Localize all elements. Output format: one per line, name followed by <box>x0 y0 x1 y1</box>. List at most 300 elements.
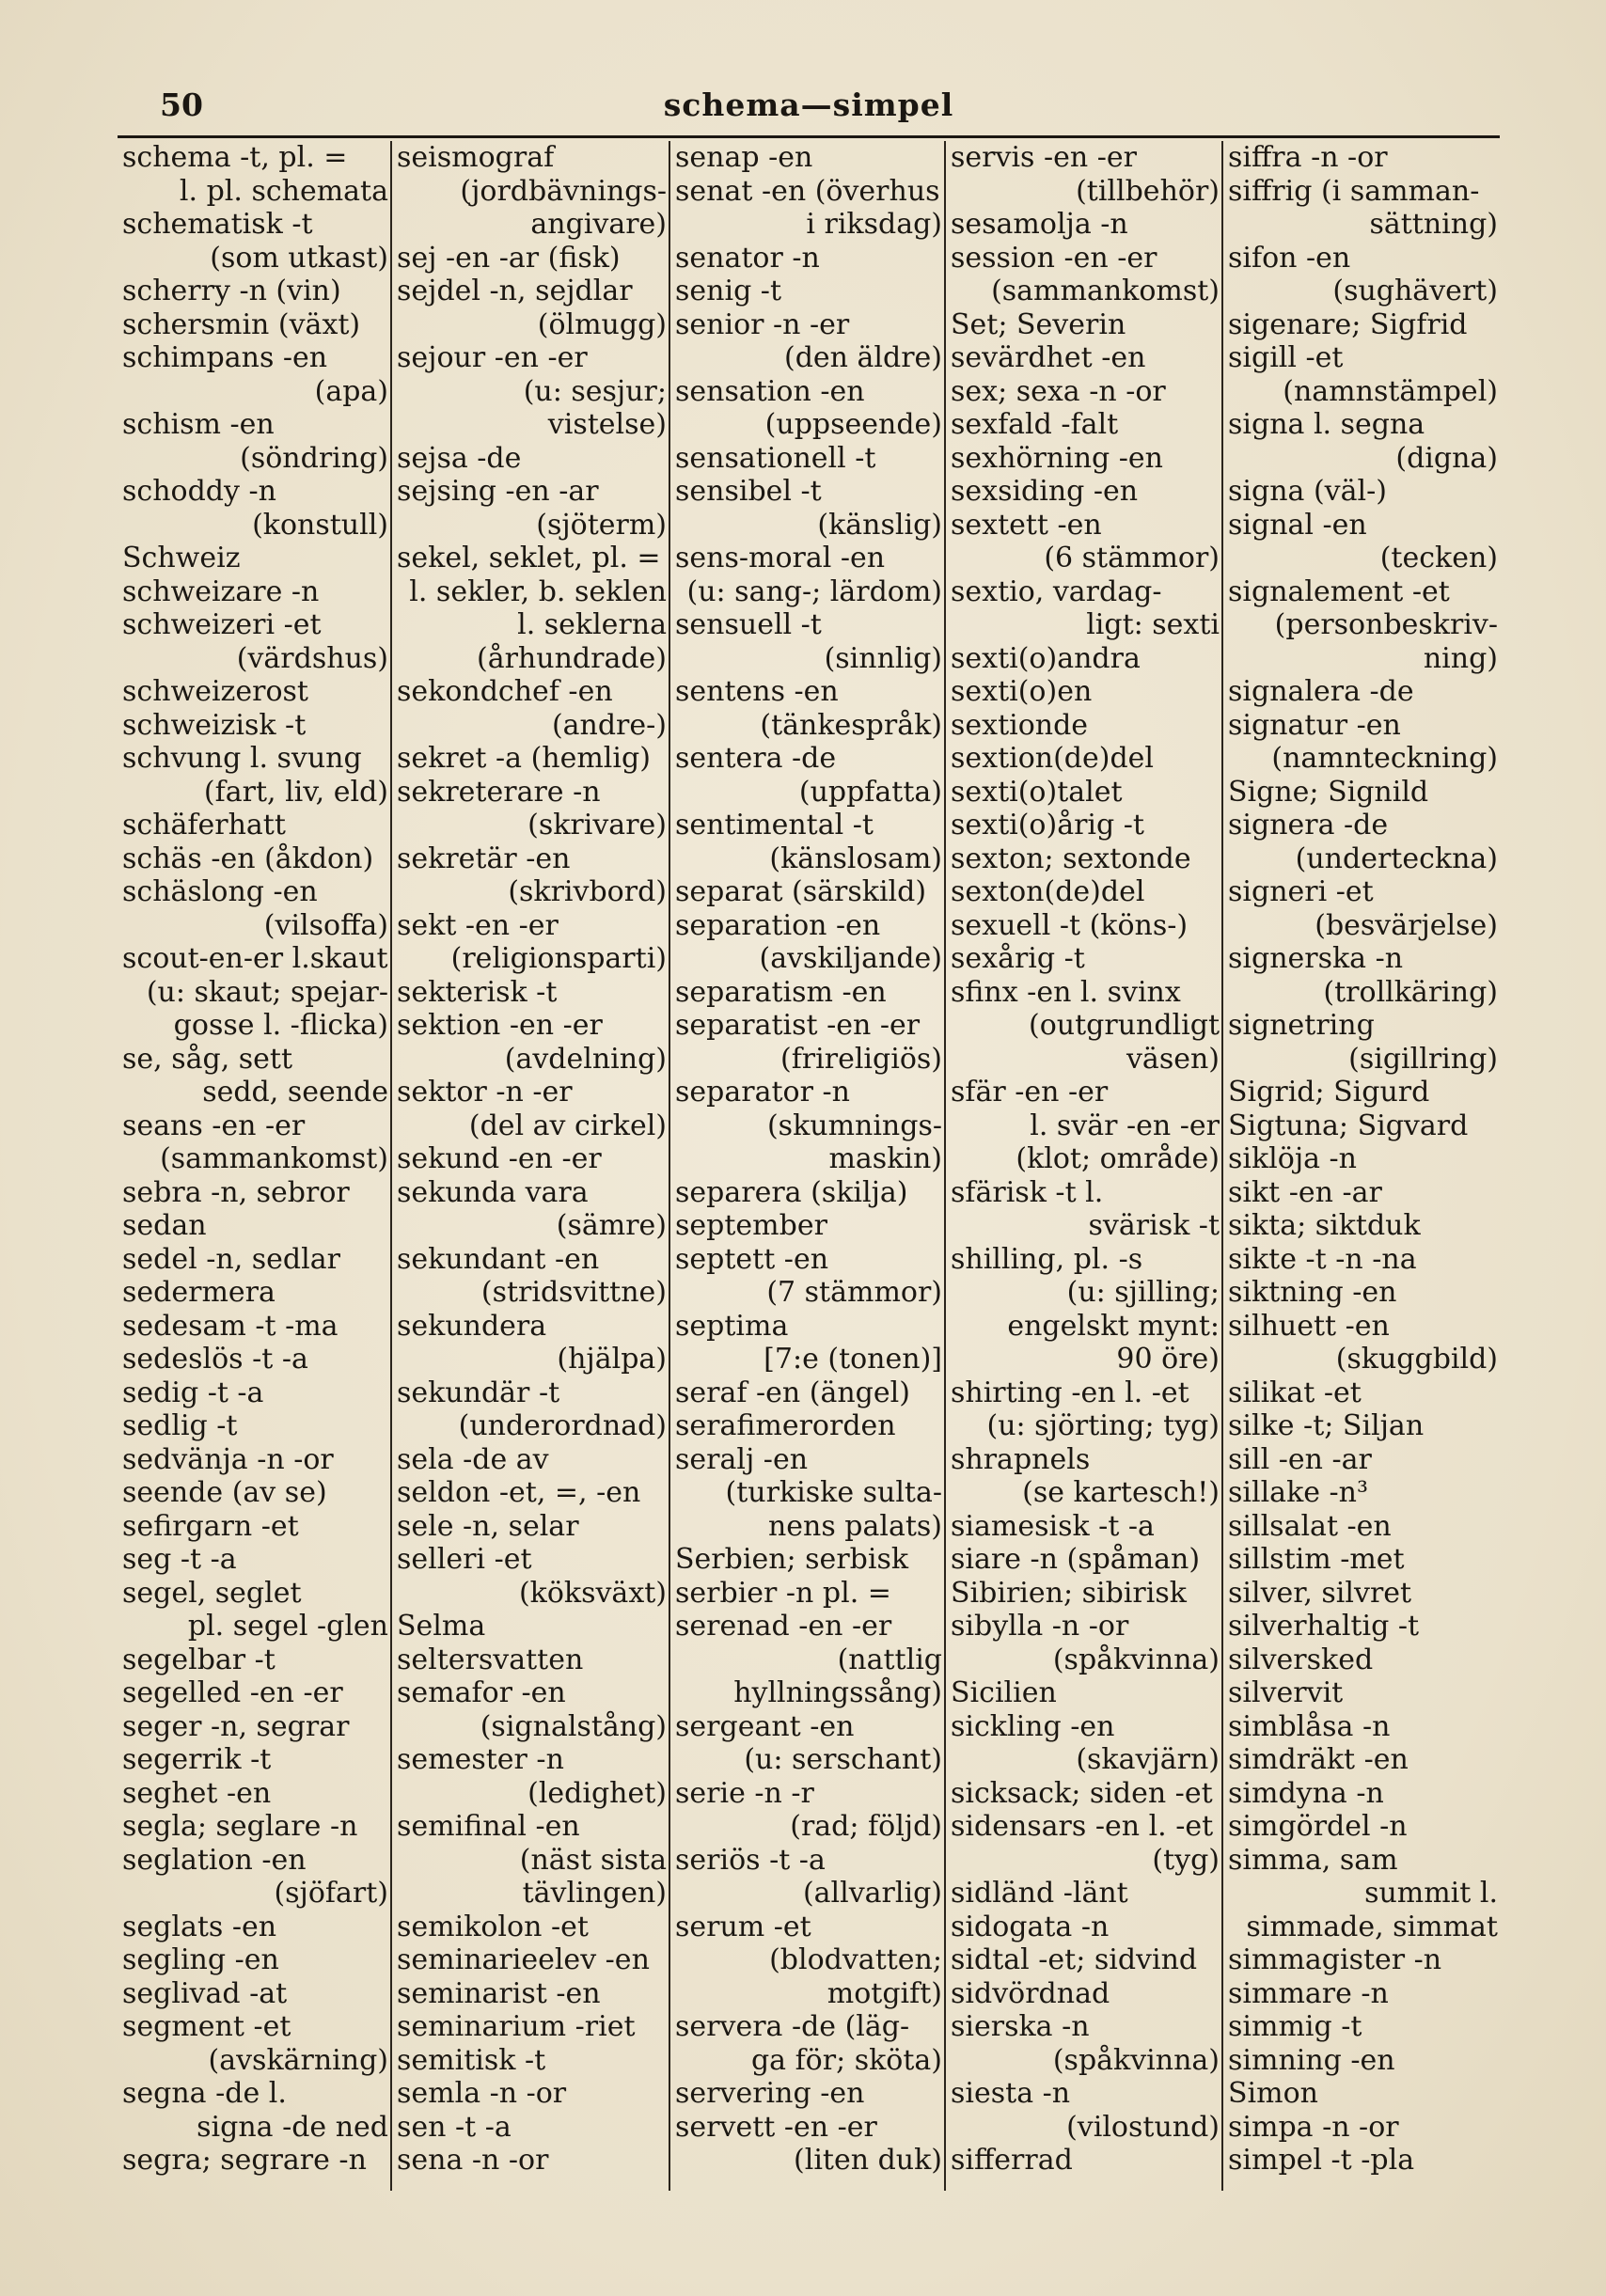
dictionary-line: schism -en <box>122 408 275 441</box>
dictionary-line: september <box>675 1209 827 1242</box>
dictionary-line: sidtal -et; sidvind <box>951 1943 1198 1976</box>
dictionary-line: seende (av se) <box>122 1476 327 1509</box>
dictionary-line: segel, seglet <box>122 1576 302 1610</box>
dictionary-line: l. pl. schemata <box>179 174 388 208</box>
page-header <box>118 86 1500 138</box>
dictionary-line: servis -en -er <box>951 141 1137 174</box>
dictionary-line: sekundera <box>397 1309 547 1343</box>
dictionary-line: sillstim -met <box>1228 1543 1405 1576</box>
dictionary-line: (sughävert) <box>1332 275 1498 307</box>
dictionary-line: sickling -en <box>951 1709 1115 1743</box>
dictionary-line: sexfald -falt <box>951 408 1119 441</box>
dictionary-line: signalement -et <box>1228 574 1450 608</box>
dictionary-line: (avdelning) <box>504 1042 667 1076</box>
dictionary-line: sikte -t -n -na <box>1228 1242 1417 1276</box>
dictionary-line: (känslig) <box>817 508 942 542</box>
dictionary-line: (u: skaut; spejar- <box>146 975 388 1009</box>
dictionary-line: simdräkt -en <box>1228 1743 1409 1776</box>
dictionary-line: sexti(o)andra <box>951 641 1141 675</box>
dictionary-line: seltersvatten <box>397 1643 584 1676</box>
dictionary-line: sekret -a (hemlig) <box>397 742 651 775</box>
dictionary-line: sentera -de <box>675 742 837 775</box>
dictionary-line: signal -en <box>1228 508 1367 542</box>
dictionary-line: simning -en <box>1228 2043 1395 2077</box>
dictionary-line: schoddy -n <box>122 475 276 508</box>
dictionary-line: schäs -en (åkdon) <box>122 841 374 875</box>
dictionary-line: svärisk -t <box>1088 1209 1220 1242</box>
dictionary-line: seglats -en <box>122 1910 277 1943</box>
dictionary-line: simdyna -n <box>1228 1776 1384 1810</box>
dictionary-line: (sammankomst) <box>991 275 1220 307</box>
dictionary-line: sexhörning -en <box>951 441 1163 475</box>
dictionary-line: (rad; följd) <box>790 1810 942 1843</box>
dictionary-line: seldon -et, =, -en <box>397 1476 641 1509</box>
dictionary-line: vistelse) <box>547 408 667 441</box>
dictionary-line: schweizerost <box>122 675 308 708</box>
column-4 <box>944 141 1221 2191</box>
dictionary-line: (6 stämmor) <box>1044 542 1220 574</box>
dictionary-line: simpel -t -pla <box>1228 2144 1415 2177</box>
dictionary-line: sexti(o)en <box>951 675 1093 708</box>
dictionary-line: (del av cirkel) <box>468 1109 667 1142</box>
dictionary-line: semla -n -or <box>397 2077 567 2110</box>
dictionary-line: sierska -n <box>951 2010 1090 2043</box>
dictionary-line: siamesisk -t -a <box>951 1509 1155 1543</box>
dictionary-line: senior -n -er <box>675 307 850 341</box>
dictionary-line: simpa -n -or <box>1228 2110 1399 2144</box>
dictionary-line: Schweiz <box>122 542 241 574</box>
column-1 <box>118 141 390 2191</box>
dictionary-line: (signalstång) <box>480 1709 667 1743</box>
dictionary-line: signetring <box>1228 1009 1375 1042</box>
dictionary-line: sesamolja -n <box>951 208 1128 241</box>
dictionary-line: sexårig -t <box>951 942 1085 975</box>
dictionary-line: sela -de av <box>397 1442 549 1476</box>
dictionary-line: Set; Severin <box>951 307 1126 341</box>
dictionary-line: silversked <box>1228 1643 1374 1676</box>
dictionary-line: sikta; siktduk <box>1228 1209 1421 1242</box>
dictionary-line: sigenare; Sigfrid <box>1228 307 1468 341</box>
dictionary-line: Sicilien <box>951 1676 1057 1709</box>
dictionary-line: sekterisk -t <box>397 975 558 1009</box>
dictionary-line: septett -en <box>675 1242 829 1276</box>
dictionary-line: segna -de l. <box>122 2077 287 2110</box>
dictionary-line: simblåsa -n <box>1228 1709 1391 1743</box>
dictionary-line: (se kartesch!) <box>1022 1476 1220 1509</box>
dictionary-line: ga för; sköta) <box>750 2043 942 2077</box>
dictionary-line: (sigillring) <box>1348 1042 1498 1076</box>
dictionary-line: (tänkespråk) <box>760 708 942 742</box>
dictionary-line: (värdshus) <box>236 641 388 675</box>
dictionary-line: (skavjärn) <box>1076 1743 1220 1776</box>
dictionary-line: schvung l. svung <box>122 742 362 775</box>
dictionary-line: simmare -n <box>1228 1976 1389 2010</box>
dictionary-line: sifferrad <box>951 2144 1073 2177</box>
dictionary-line: siklöja -n <box>1228 1142 1358 1175</box>
dictionary-line: simgördel -n <box>1228 1810 1408 1843</box>
dictionary-line: (besvärjelse) <box>1315 908 1498 942</box>
dictionary-line: seghet -en <box>122 1776 272 1810</box>
dictionary-line: (nattlig <box>837 1643 942 1676</box>
dictionary-line: sentens -en <box>675 675 839 708</box>
dictionary-line: seraf -en (ängel) <box>675 1376 910 1409</box>
dictionary-line: (klot; område) <box>1016 1142 1220 1175</box>
dictionary-line: sedig -t -a <box>122 1376 264 1409</box>
dictionary-line: septima <box>675 1309 789 1343</box>
dictionary-line: serum -et <box>675 1910 811 1943</box>
dictionary-line: schematisk -t <box>122 208 313 241</box>
dictionary-line: senap -en <box>675 141 813 174</box>
dictionary-line: se, såg, sett <box>122 1042 293 1076</box>
dictionary-line: segling -en <box>122 1943 279 1976</box>
dictionary-line: schäslong -en <box>122 875 318 908</box>
dictionary-line: gosse l. -flicka) <box>173 1009 388 1042</box>
dictionary-line: seralj -en <box>675 1442 809 1476</box>
dictionary-line: sektor -n -er <box>397 1076 573 1109</box>
dictionary-line: (digna) <box>1395 441 1498 475</box>
dictionary-line: (köksväxt) <box>518 1576 667 1610</box>
dictionary-line: (sämre) <box>556 1209 667 1242</box>
dictionary-line: sexton; sextonde <box>951 841 1191 875</box>
dictionary-line: serbier -n pl. = <box>675 1576 891 1610</box>
dictionary-line: schweizare -n <box>122 574 320 608</box>
dictionary-line: sidvördnad <box>951 1976 1110 2010</box>
dictionary-line: sensationell -t <box>675 441 876 475</box>
dictionary-line: siare -n (spåman) <box>951 1543 1201 1576</box>
dictionary-line: (fart, liv, eld) <box>203 775 388 809</box>
dictionary-line: silhuett -en <box>1228 1309 1390 1343</box>
dictionary-line: segerrik -t <box>122 1743 272 1776</box>
dictionary-line: segra; segrare -n <box>122 2144 367 2177</box>
column-3 <box>669 141 944 2191</box>
dictionary-line: sexti(o)årig -t <box>951 809 1144 841</box>
dictionary-line: (ölmugg) <box>537 307 667 341</box>
dictionary-line: servera -de (läg- <box>675 2010 910 2043</box>
dictionary-line: 90 öre) <box>1116 1343 1220 1376</box>
dictionary-line: seminarieelev -en <box>397 1943 650 1976</box>
dictionary-line: (stridsvittne) <box>480 1276 667 1309</box>
dictionary-line: simmig -t <box>1228 2010 1362 2043</box>
dictionary-line: schäferhatt <box>122 809 286 841</box>
dictionary-line: tävlingen) <box>522 1877 667 1910</box>
dictionary-line: engelskt mynt: <box>1007 1309 1220 1343</box>
dictionary-line: separera (skilja) <box>675 1175 908 1209</box>
dictionary-line: (skrivbord) <box>508 875 667 908</box>
dictionary-line: (hjälpa) <box>557 1343 667 1376</box>
dictionary-line: schweizisk -t <box>122 708 307 742</box>
dictionary-line: sifon -en <box>1228 241 1351 275</box>
dictionary-line: (spåkvinna) <box>1052 2043 1220 2077</box>
dictionary-line: nens palats) <box>767 1509 942 1543</box>
dictionary-line: sejdel -n, sejdlar <box>397 275 633 307</box>
dictionary-line: l. sekler, b. seklen <box>409 574 667 608</box>
dictionary-line: (andre-) <box>551 708 667 742</box>
dictionary-line: seger -n, segrar <box>122 1709 350 1743</box>
dictionary-line: (skumnings- <box>766 1109 942 1142</box>
dictionary-line: segelbar -t <box>122 1643 276 1676</box>
dictionary-line: (söndring) <box>240 441 388 475</box>
dictionary-line: sekondchef -en <box>397 675 613 708</box>
dictionary-line: sej -en -ar (fisk) <box>397 241 621 275</box>
dictionary-line: silikat -et <box>1228 1376 1362 1409</box>
dictionary-line: (näst sista <box>519 1843 667 1877</box>
dictionary-line: motgift) <box>827 1976 942 2010</box>
dictionary-line: sedan <box>122 1209 207 1242</box>
dictionary-line: sentimental -t <box>675 809 874 841</box>
dictionary-line: (frireligiös) <box>780 1042 942 1076</box>
dictionary-line: signeri -et <box>1228 875 1374 908</box>
dictionary-line: signerska -n <box>1228 942 1404 975</box>
dictionary-line: (tecken) <box>1379 542 1498 574</box>
dictionary-line: semafor -en <box>397 1676 566 1709</box>
dictionary-line: Sigtuna; Sigvard <box>1228 1109 1469 1142</box>
dictionary-line: sekund -en -er <box>397 1142 602 1175</box>
dictionary-line: sedvänja -n -or <box>122 1442 334 1476</box>
dictionary-line: senig -t <box>675 275 781 307</box>
dictionary-line: Simon <box>1228 2077 1318 2110</box>
dictionary-line: (namnteckning) <box>1271 742 1498 775</box>
dictionary-line: (7 stämmor) <box>766 1276 942 1309</box>
dictionary-line: sele -n, selar <box>397 1509 579 1543</box>
dictionary-line: semitisk -t <box>397 2043 546 2077</box>
dictionary-line: sektion -en -er <box>397 1009 603 1042</box>
dictionary-line: seriös -t -a <box>675 1843 826 1877</box>
dictionary-line: (känslosam) <box>769 841 942 875</box>
dictionary-line: (underteckna) <box>1295 841 1498 875</box>
dictionary-line: sejour -en -er <box>397 341 588 374</box>
dictionary-line: (outgrundligt <box>1029 1009 1220 1042</box>
dictionary-line: session -en -er <box>951 241 1157 275</box>
dictionary-line: silverhaltig -t <box>1228 1610 1420 1643</box>
dictionary-line: shrapnels <box>951 1442 1091 1476</box>
dictionary-line: (liten duk) <box>794 2144 942 2177</box>
dictionary-line: väsen) <box>1126 1042 1220 1076</box>
dictionary-line: sidogata -n <box>951 1910 1110 1943</box>
dictionary-line: sill -en -ar <box>1228 1442 1372 1476</box>
dictionary-line: (sjöfart) <box>274 1877 388 1910</box>
dictionary-line: seminarist -en <box>397 1976 601 2010</box>
dictionary-line: (sinnlig) <box>824 641 942 675</box>
dictionary-line: sefirgarn -et <box>122 1509 299 1543</box>
dictionary-line: (den äldre) <box>783 341 942 374</box>
dictionary-line: sekt -en -er <box>397 908 559 942</box>
dictionary-line: silver, silvret <box>1228 1576 1412 1610</box>
dictionary-line: l. seklerna <box>517 608 667 641</box>
dictionary-line: sejsa -de <box>397 441 522 475</box>
dictionary-line: summit l. <box>1364 1877 1498 1910</box>
dictionary-line: senator -n <box>675 241 820 275</box>
dictionary-line: sekunda vara <box>397 1175 589 1209</box>
dictionary-line: sedeslös -t -a <box>122 1343 308 1376</box>
dictionary-line: sedd, seende <box>202 1076 388 1109</box>
dictionary-line: selleri -et <box>397 1543 532 1576</box>
dictionary-line: siffra -n -or <box>1228 141 1388 174</box>
dictionary-line: sen -t -a <box>397 2110 512 2144</box>
dictionary-line: sedermera <box>122 1276 276 1309</box>
dictionary-line: (trollkäring) <box>1323 975 1498 1009</box>
dictionary-line: (turkiske sulta- <box>725 1476 942 1509</box>
page-number: 50 <box>160 86 203 123</box>
dictionary-line: siktning -en <box>1228 1276 1397 1309</box>
dictionary-line: (avskärning) <box>208 2043 388 2077</box>
dictionary-line: segment -et <box>122 2010 291 2043</box>
dictionary-line: l. svär -en -er <box>1030 1109 1220 1142</box>
dictionary-line: (sjöterm) <box>536 508 667 542</box>
dictionary-line: scherry -n (vin) <box>122 275 341 307</box>
dictionary-line: sillake -n³ <box>1228 1476 1369 1509</box>
dictionary-line: [7:e (tonen)] <box>764 1343 942 1376</box>
dictionary-line: (avskiljande) <box>759 942 942 975</box>
dictionary-line: simmade, simmat <box>1246 1910 1498 1943</box>
dictionary-line: signa -de ned <box>197 2110 388 2144</box>
dictionary-line: (u: serschant) <box>744 1743 942 1776</box>
dictionary-line: (jordbävnings- <box>460 174 667 208</box>
dictionary-line: sextett -en <box>951 508 1102 542</box>
dictionary-line: sfär -en -er <box>951 1076 1109 1109</box>
dictionary-line: signatur -en <box>1228 708 1401 742</box>
dictionary-line: serafimerorden <box>675 1409 896 1442</box>
dictionary-line: semester -n <box>397 1743 564 1776</box>
dictionary-line: serie -n -r <box>675 1776 814 1810</box>
dictionary-line: signa l. segna <box>1228 408 1425 441</box>
dictionary-line: sicksack; siden -et <box>951 1776 1213 1810</box>
dictionary-line: simma, sam <box>1228 1843 1398 1877</box>
dictionary-line: ligt: sexti <box>1086 608 1220 641</box>
dictionary-line: sextionde <box>951 708 1089 742</box>
dictionary-line: sens-moral -en <box>675 542 886 574</box>
dictionary-line: seismograf <box>397 141 555 174</box>
dictionary-line: sekundär -t <box>397 1376 560 1409</box>
dictionary-line: (sammankomst) <box>160 1142 388 1175</box>
dictionary-line: separatist -en -er <box>675 1009 921 1042</box>
dictionary-line: (personbeskriv- <box>1274 608 1498 641</box>
dictionary-line: segla; seglare -n <box>122 1810 358 1843</box>
dictionary-line: Selma <box>397 1610 486 1643</box>
dictionary-line: sibylla -n -or <box>951 1610 1129 1643</box>
dictionary-line: hyllningssång) <box>733 1676 942 1709</box>
dictionary-line: (vilostund) <box>1066 2110 1220 2144</box>
dictionary-line: angivare) <box>530 208 667 241</box>
dictionary-line: seglivad -at <box>122 1976 288 2010</box>
dictionary-line: sex; sexa -n -or <box>951 374 1166 408</box>
dictionary-line: (u: sesjur; <box>523 374 667 408</box>
dictionary-line: (spåkvinna) <box>1052 1643 1220 1676</box>
dictionary-line: separator -n <box>675 1076 850 1109</box>
dictionary-line: (apa) <box>314 374 388 408</box>
dictionary-line: (allvarlig) <box>802 1877 942 1910</box>
dictionary-line: sedlig -t <box>122 1409 238 1442</box>
column-2 <box>390 141 669 2191</box>
dictionary-line: (århundrade) <box>477 641 667 675</box>
dictionary-line: senat -en (överhus <box>675 174 940 208</box>
dictionary-line: schema -t, pl. = <box>122 141 348 174</box>
dictionary-line: signera -de <box>1228 809 1389 841</box>
dictionary-line: schimpans -en <box>122 341 328 374</box>
dictionary-line: sekel, seklet, pl. = <box>397 542 661 574</box>
dictionary-line: separat (särskild) <box>675 875 927 908</box>
dictionary-line: sättning) <box>1369 208 1498 241</box>
dictionary-line: (uppfatta) <box>798 775 942 809</box>
dictionary-line: Sigrid; Sigurd <box>1228 1076 1430 1109</box>
dictionary-line: siffrig (i samman- <box>1228 174 1480 208</box>
dictionary-line: (religionsparti) <box>450 942 667 975</box>
dictionary-line: sexti(o)talet <box>951 775 1123 809</box>
dictionary-line: sillsalat -en <box>1228 1509 1392 1543</box>
dictionary-line: (konstull) <box>252 508 388 542</box>
dictionary-line: (u: sjilling; <box>1066 1276 1220 1309</box>
dictionary-line: (uppseende) <box>764 408 942 441</box>
dictionary-line: seans -en -er <box>122 1109 306 1142</box>
dictionary-line: sexuell -t (köns-) <box>951 908 1189 942</box>
dictionary-line: separation -en <box>675 908 881 942</box>
dictionary-line: seglation -en <box>122 1843 307 1877</box>
dictionary-line: sena -n -or <box>397 2144 549 2177</box>
dictionary-line: sejsing -en -ar <box>397 475 599 508</box>
running-head: schema—simpel <box>663 86 954 123</box>
dictionary-line: (u: sjörting; tyg) <box>986 1409 1220 1442</box>
dictionary-line: (tyg) <box>1152 1843 1220 1877</box>
dictionary-line: sidländ -länt <box>951 1877 1128 1910</box>
dictionary-line: seg -t -a <box>122 1543 237 1576</box>
dictionary-line: sensibel -t <box>675 475 822 508</box>
dictionary-line: sexton(de)del <box>951 875 1145 908</box>
dictionary-line: sensuell -t <box>675 608 822 641</box>
dictionary-line: sebra -n, sebror <box>122 1175 350 1209</box>
dictionary-line: (skuggbild) <box>1335 1343 1498 1376</box>
dictionary-line: seminarium -riet <box>397 2010 636 2043</box>
dictionary-line: Signe; Signild <box>1228 775 1429 809</box>
dictionary-line: semikolon -et <box>397 1910 589 1943</box>
dictionary-line: shilling, pl. -s <box>951 1242 1143 1276</box>
dictionary-line: servering -en <box>675 2077 865 2110</box>
dictionary-line: sevärdhet -en <box>951 341 1146 374</box>
dictionary-columns <box>118 141 1500 2191</box>
dictionary-line: (ledighet) <box>527 1776 667 1810</box>
dictionary-line: segelled -en -er <box>122 1676 343 1709</box>
dictionary-line: sekundant -en <box>397 1242 600 1276</box>
dictionary-line: separatism -en <box>675 975 887 1009</box>
dictionary-line: (underordnad) <box>458 1409 667 1442</box>
dictionary-line: (blodvatten; <box>769 1943 942 1976</box>
dictionary-line: sidensars -en l. -et <box>951 1810 1214 1843</box>
dictionary-line: sekretär -en <box>397 841 571 875</box>
dictionary-line: silvervit <box>1228 1676 1344 1709</box>
dictionary-line: siesta -n <box>951 2077 1071 2110</box>
dictionary-line: servett -en -er <box>675 2110 877 2144</box>
dictionary-line: sfinx -en l. svinx <box>951 975 1181 1009</box>
dictionary-line: ning) <box>1423 641 1498 675</box>
dictionary-line: sensation -en <box>675 374 865 408</box>
dictionary-line: sextion(de)del <box>951 742 1155 775</box>
dictionary-line: silke -t; Siljan <box>1228 1409 1425 1442</box>
dictionary-line: sextio, vardag- <box>951 574 1162 608</box>
dictionary-line: signa (väl-) <box>1228 475 1387 508</box>
dictionary-line: (vilsoffa) <box>263 908 388 942</box>
dictionary-line: schweizeri -et <box>122 608 322 641</box>
dictionary-line: sekreterare -n <box>397 775 601 809</box>
dictionary-line: semifinal -en <box>397 1810 580 1843</box>
dictionary-line: sexsiding -en <box>951 475 1139 508</box>
dictionary-line: (skrivare) <box>527 809 667 841</box>
dictionary-line: pl. segel -glen <box>187 1610 388 1643</box>
dictionary-line: (tillbehör) <box>1076 174 1220 208</box>
dictionary-line: signalera -de <box>1228 675 1414 708</box>
dictionary-line: scout-en-er l.skaut <box>122 942 388 975</box>
dictionary-line: (som utkast) <box>210 241 388 275</box>
dictionary-line: Sibirien; sibirisk <box>951 1576 1187 1610</box>
dictionary-line: sergeant -en <box>675 1709 855 1743</box>
dictionary-line: sigill -et <box>1228 341 1344 374</box>
